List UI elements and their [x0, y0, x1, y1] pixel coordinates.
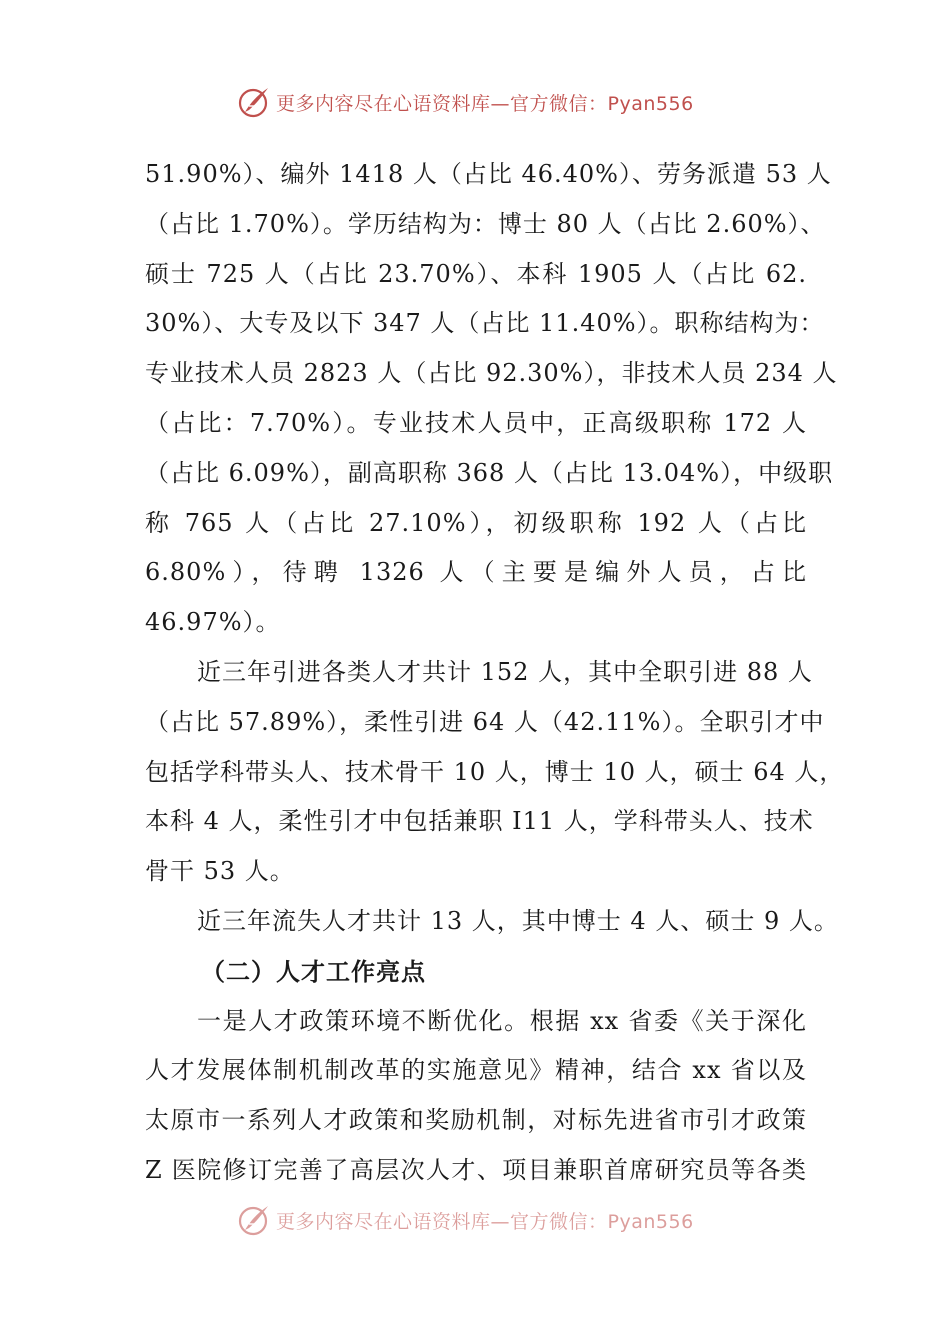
text-line: （占比 57.89%），柔性引进 64 人（42.11%）。全职引才中: [145, 707, 825, 736]
header-banner: [236, 82, 694, 122]
footer-banner: [236, 1200, 694, 1240]
text-line: （占比 1.70%）。学历结构为：博士 80 人（占比 2.60%）、: [145, 209, 826, 238]
text-line: （占比：7.70%）。专业技术人员中，正高级职称 172 人: [145, 408, 807, 437]
text-line: 硕士 725 人（占比 23.70%）、本科 1905 人（占比 62.: [145, 259, 807, 288]
banner-text: 更多内容尽在心语资料库—官方微信：Pyan556: [276, 1210, 694, 1233]
quill-logo-icon: [236, 84, 272, 120]
paragraph-first-line: 近三年流失人才共计 13 人，其中博士 4 人、硕士 9 人。: [197, 906, 839, 935]
text-line: 专业技术人员 2823 人（占比 92.30%），非技术人员 234 人: [145, 359, 838, 388]
banner-text: 更多内容尽在心语资料库—官方微信：Pyan556: [276, 92, 694, 115]
text-line: 人才发展体制机制改革的实施意见》精神，结合 xx 省以及: [145, 1056, 807, 1085]
paragraph-first-line: 近三年引进各类人才共计 152 人，其中全职引进 88 人: [197, 657, 813, 686]
text-line: 51.90%）、编外 1418 人（占比 46.40%）、劳务派遣 53 人: [145, 160, 832, 188]
text-line: 骨干 53 人。: [145, 857, 295, 886]
text-line: 称 765 人（占比 27.10%），初级职称 192 人（占比: [145, 508, 807, 537]
paragraph-first-line: 一是人才政策环境不断优化。根据 xx 省委《关于深化: [197, 1006, 807, 1035]
text-line: （占比 6.09%），副高职称 368 人（占比 13.04%），中级职: [145, 458, 834, 487]
quill-logo-icon: [236, 1202, 272, 1238]
text-line: 46.97%）。: [145, 608, 281, 637]
section-heading: （二）人才工作亮点: [201, 956, 426, 986]
text-line: 包括学科带头人、技术骨干 10 人，博士 10 人，硕士 64 人，: [145, 757, 845, 786]
text-line: 30%）、大专及以下 347 人（占比 11.40%）。职称结构为：: [145, 309, 825, 338]
text-line: Z 医院修订完善了高层次人才、项目兼职首席研究员等各类: [145, 1155, 807, 1184]
text-line: 本科 4 人，柔性引才中包括兼职 I11 人，学科带头人、技术: [145, 807, 814, 836]
text-line: 太原市一系列人才政策和奖励机制，对标先进省市引才政策: [145, 1106, 807, 1135]
document-body: [145, 150, 845, 1196]
text-line: 6.80%），待聘 1326 人（主要是编外人员，占比: [145, 558, 807, 587]
